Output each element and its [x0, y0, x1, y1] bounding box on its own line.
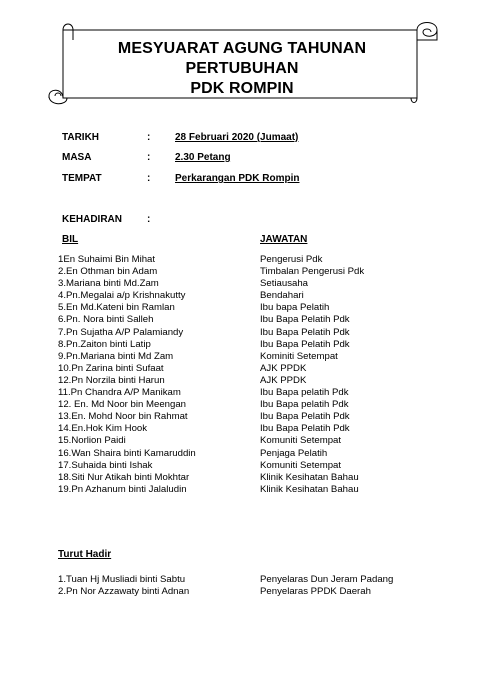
info-value: Perkarangan PDK Rompin: [175, 173, 300, 184]
attendee-name: 8.Pn.Zaiton binti Latip: [58, 338, 151, 350]
attendee-role: Ibu bapa Pelatih: [260, 302, 330, 314]
guest-name: 2.Pn Nor Azzawaty binti Adnan: [58, 586, 190, 598]
attendee-role: AJK PPDK: [260, 374, 307, 386]
info-label: TEMPAT: [62, 173, 102, 184]
guest-name: 1.Tuan Hj Musliadi binti Sabtu: [58, 574, 186, 585]
attendee-name: 12.Pn Norzila binti Harun: [58, 374, 165, 386]
document-title: [62, 39, 422, 99]
attendee-role: Timbalan Pengerusi Pdk: [260, 266, 365, 278]
title-line-2: PDK ROMPIN: [190, 80, 294, 97]
attendee-role: Klinik Kesihatan Bahau: [260, 483, 359, 495]
info-label: TARIKH: [62, 132, 100, 143]
attendee-name: 19.Pn Azhanum binti Jalaludin: [58, 483, 187, 495]
attendee-name: 17.Suhaida binti Ishak: [58, 459, 153, 471]
attendee-role: AJK PPDK: [260, 362, 307, 374]
attendee-name: 7.Pn Sujatha A/P Palamiandy: [58, 326, 184, 338]
guest-name-list: [58, 574, 189, 598]
attendee-name: 1En Suhaimi Bin Mihat: [58, 254, 156, 265]
kehadiran-label: KEHADIRAN: [62, 214, 122, 225]
attendee-name: 10.Pn Zarina binti Sufaat: [58, 362, 164, 374]
attendee-role: Setiausaha: [260, 278, 309, 290]
kehadiran-colon: :: [147, 214, 151, 225]
info-value: 28 Februari 2020 (Jumaat): [175, 132, 299, 143]
attendee-role: Klinik Kesihatan Bahau: [260, 471, 359, 483]
attendee-name: 4.Pn.Megalai a/p Krishnakutty: [58, 290, 186, 302]
info-colon: :: [147, 173, 151, 184]
attendee-role: Bendahari: [260, 290, 304, 302]
column-header-jawatan: JAWATAN: [260, 234, 308, 245]
attendee-name: 5.En Md.Kateni bin Ramlan: [58, 302, 175, 314]
info-label: MASA: [62, 152, 92, 163]
attendee-role: Ibu Bapa pelatih Pdk: [260, 387, 349, 399]
turut-hadir-heading: Turut Hadir: [58, 549, 112, 560]
attendee-name: 9.Pn.Mariana binti Md Zam: [58, 350, 174, 362]
attendee-name: 11.Pn Chandra A/P Manikam: [58, 387, 181, 399]
attendee-role: Komuniti Setempat: [260, 435, 342, 447]
attendee-role: Ibu Bapa Pelatih Pdk: [260, 338, 350, 350]
attendee-role: Kominiti Setempat: [260, 350, 338, 362]
attendee-name: 2.En Othman bin Adam: [58, 266, 158, 278]
attendee-role: Ibu Bapa Pelatih Pdk: [260, 326, 350, 338]
info-colon: :: [147, 152, 151, 163]
attendee-role-list: [260, 254, 364, 496]
attendee-name: 3.Mariana binti Md.Zam: [58, 278, 159, 290]
attendee-name-list: [58, 254, 196, 496]
attendee-name: 16.Wan Shaira binti Kamaruddin: [58, 447, 196, 459]
attendee-role: Komuniti Setempat: [260, 459, 342, 471]
attendee-name: 14.En.Hok Kim Hook: [58, 423, 148, 435]
title-line-1: MESYUARAT AGUNG TAHUNAN PERTUBUHAN: [117, 40, 367, 77]
attendee-role: Ibu Bapa pelatih Pdk: [260, 399, 349, 411]
attendee-role: Ibu Bapa Pelatih Pdk: [260, 411, 350, 423]
attendee-role: Penjaga Pelatih: [260, 447, 328, 459]
attendee-name: 15.Norlion Paidi: [58, 435, 126, 447]
attendee-role: Pengerusi Pdk: [260, 254, 323, 265]
guest-role-list: [260, 574, 393, 598]
attendee-name: 6.Pn. Nora binti Salleh: [58, 314, 154, 326]
attendee-name: 12. En. Md Noor bin Meengan: [58, 399, 186, 411]
attendee-role: Ibu Bapa Pelatih Pdk: [260, 314, 350, 326]
attendee-name: 18.Siti Nur Atikah binti Mokhtar: [58, 471, 190, 483]
guest-role: Penyelaras PPDK Daerah: [260, 586, 371, 598]
info-value: 2.30 Petang: [175, 152, 231, 163]
guest-role: Penyelaras Dun Jeram Padang: [260, 574, 394, 585]
column-header-bil: BIL: [62, 234, 79, 245]
info-colon: :: [147, 132, 151, 143]
attendee-role: Ibu Bapa Pelatih Pdk: [260, 423, 350, 435]
attendee-name: 13.En. Mohd Noor bin Rahmat: [58, 411, 188, 423]
